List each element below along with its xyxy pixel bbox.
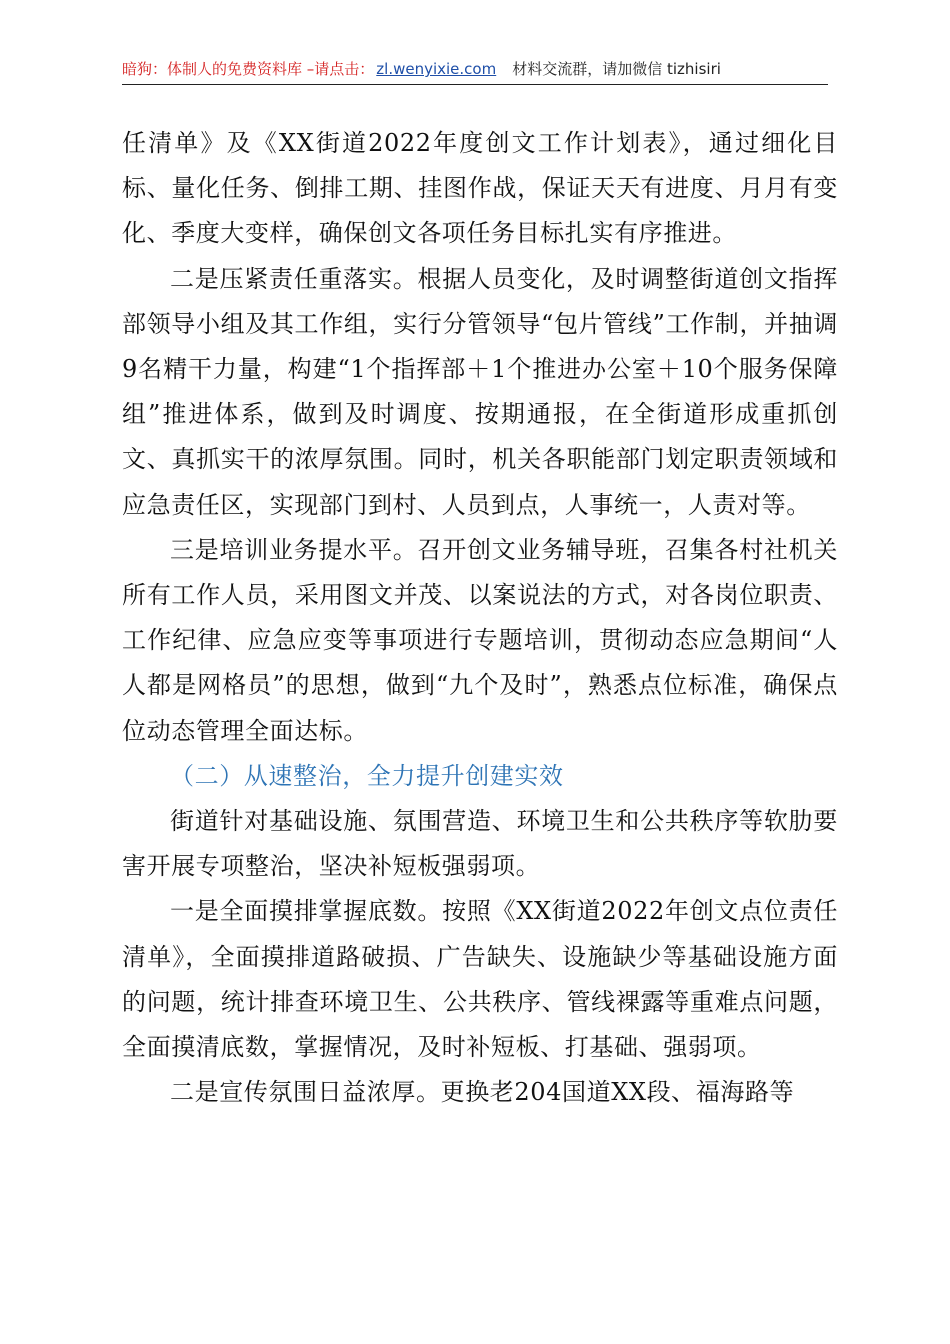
header-contact-text: 材料交流群，请加微信 tizhisiri: [512, 60, 721, 78]
paragraph-responsibility: 二是压紧责任重落实。根据人员变化，及时调整街道创文指挥部领导小组及其工作组，实行分管领导“包片管线”工作制，并抽调9名精干力量，构建“1个指挥部＋1个推进办公室＋10个服务保障组”推进体系，做到及时调度、按期通报，在全街道形成重抓创文、真抓实干的浓厚氛围。同时，机关各职能部门划定职责领域和应急责任区，实现部门到村、人员到点，人事统一，人责对等。: [122, 264, 838, 519]
document-body: [122, 121, 838, 1115]
header-link[interactable]: zl.wenyixie.com: [376, 60, 497, 78]
paragraph-survey: 一是全面摸排掌握底数。按照《XX街道2022年创文点位责任清单》，全面摸排道路破损、广告缺失、设施缺少等基础设施方面的问题，统计排查环境卫生、公共秩序、管线裸露等重难点问题，全面摸清底数，掌握情况，及时补短板、打基础、强弱项。: [122, 897, 838, 1062]
paragraph-continued: 任清单》及《XX街道2022年度创文工作计划表》，通过细化目标、量化任务、倒排工期、挂图作战，保证天天有进度、月月有变化、季度大变样，确保创文各项任务目标扎实有序推进。: [122, 129, 838, 248]
page-header: [122, 58, 828, 85]
paragraph-training: 三是培训业务提水平。召开创文业务辅导班，召集各村社机关所有工作人员，采用图文并茂、以案说法的方式，对各岗位职责、工作纪律、应急应变等事项进行专题培训，贯彻动态应急期间“人人都是网格员”的思想，做到“九个及时”，熟悉点位标准，确保点位动态管理全面达标。: [122, 535, 838, 745]
section-heading: （二）从速整治，全力提升创建实效: [170, 761, 564, 790]
paragraph-section-intro: 街道针对基础设施、氛围营造、环境卫生和公共秩序等软肋要害开展专项整治，坚决补短板强弱项。: [122, 807, 838, 881]
header-promo-text: 暗狗：体制人的免费资料库 –请点击：: [122, 60, 375, 78]
paragraph-publicity: 二是宣传氛围日益浓厚。更换老204国道XX段、福海路等: [170, 1078, 795, 1107]
